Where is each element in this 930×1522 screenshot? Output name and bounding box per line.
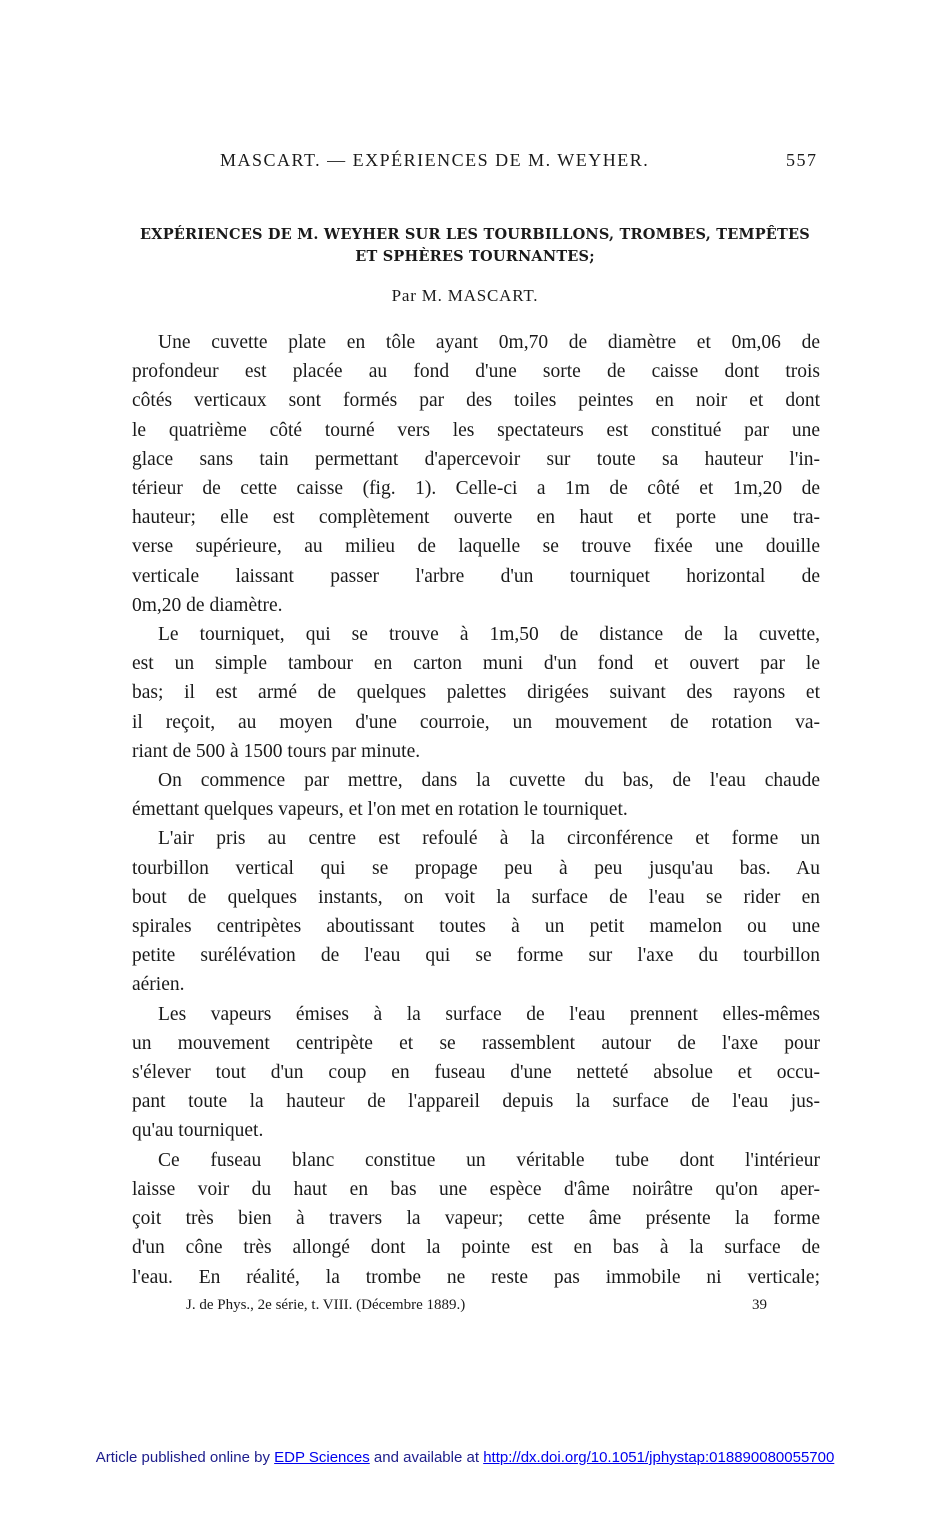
paragraph xyxy=(132,1000,820,1146)
text-line: d'un cône très allongé dont la pointe est en bas à la surface de xyxy=(132,1237,820,1259)
article-body xyxy=(132,328,820,1292)
text-line: l'eau. En réalité, la trombe ne reste pas immobile ni verticale; xyxy=(132,1266,820,1288)
text-line: il reçoit, au moyen d'une courroie, un mouvement de rotation va- xyxy=(132,711,820,733)
sheet-number: 39 xyxy=(752,1297,767,1313)
text-line: émettant quelques vapeurs, et l'on met en rotation le tourniquet. xyxy=(132,799,628,821)
text-line: bout de quelques instants, on voit la surface de l'eau se rider en xyxy=(132,886,820,908)
page-footer xyxy=(0,1297,930,1319)
text-line: un mouvement centripète et se rassemblent autour de l'axe pour xyxy=(132,1032,820,1054)
text-line: çoit très bien à travers la vapeur; cette âme présente la forme xyxy=(132,1208,820,1230)
text-line: hauteur; elle est complètement ouverte en haut et porte une tra- xyxy=(132,507,820,529)
text-line: le quatrième côté tourné vers les spectateurs est constitué par une xyxy=(132,419,820,441)
doi-link[interactable]: http://dx.doi.org/10.1051/jphystap:018890080055700 xyxy=(483,1449,835,1466)
article-title-line-2: ET SPHÈRES TOURNANTES; xyxy=(355,248,595,265)
text-line: Le tourniquet, qui se trouve à 1m,50 de distance de la cuvette, xyxy=(158,624,820,646)
running-head-title: MASCART. — EXPÉRIENCES DE M. WEYHER. xyxy=(220,150,650,170)
text-line: glace sans tain permettant d'apercevoir sur toute sa hauteur l'in- xyxy=(132,448,820,470)
text-line: verticale laissant passer l'arbre d'un tourniquet horizontal de xyxy=(132,565,820,587)
journal-citation: J. de Phys., 2e série, t. VIII. (Décembre 1889.) xyxy=(186,1297,466,1313)
paragraph xyxy=(132,766,820,824)
text-line: On commence par mettre, dans la cuvette du bas, de l'eau chaude xyxy=(158,770,820,792)
text-line: aérien. xyxy=(132,974,185,996)
text-line: petite surélévation de l'eau qui se forme sur l'axe du tourbillon xyxy=(132,945,820,967)
paragraph xyxy=(132,824,820,999)
paragraph xyxy=(132,620,820,766)
publisher-note-prefix: Article published online by xyxy=(95,1449,270,1466)
text-line: 0m,20 de diamètre. xyxy=(132,594,283,616)
publisher-note-middle: and available at xyxy=(373,1449,480,1466)
text-line: est un simple tambour en carton muni d'un fond et ouvert par le xyxy=(132,653,820,675)
text-line: L'air pris au centre est refoulé à la circonférence et forme un xyxy=(158,828,820,850)
text-line: térieur de cette caisse (fig. 1). Celle-ci a 1m de côté et 1m,20 de xyxy=(132,478,820,500)
text-line: s'élever tout d'un coup en fuseau d'une netteté absolue et occu- xyxy=(132,1062,820,1084)
text-line: tourbillon vertical qui se propage peu à peu jusqu'au bas. Au xyxy=(132,857,820,879)
text-line: laisse voir du haut en bas une espèce d'âme noirâtre qu'on aper- xyxy=(132,1178,820,1200)
text-line: Les vapeurs émises à la surface de l'eau prennent elles-mêmes xyxy=(158,1003,820,1025)
author-byline: Par M. MASCART. xyxy=(391,286,539,305)
article-title xyxy=(128,224,822,268)
text-line: Une cuvette plate en tôle ayant 0m,70 de diamètre et 0m,06 de xyxy=(158,332,820,353)
text-line: profondeur est placée au fond d'une sorte de caisse dont trois xyxy=(132,361,820,383)
paragraph xyxy=(132,1146,820,1292)
text-line: côtés verticaux sont formés par des toiles peintes en noir et dont xyxy=(132,390,820,412)
running-head xyxy=(0,150,930,174)
paragraph xyxy=(132,328,820,620)
text-line: qu'au tourniquet. xyxy=(132,1120,264,1142)
article-title-line-1: EXPÉRIENCES DE M. WEYHER SUR LES TOURBILLONS, TROMBES, TEMPÊTES xyxy=(140,226,810,243)
text-line: pant toute la hauteur de l'appareil depuis la surface de l'eau jus- xyxy=(132,1091,820,1113)
text-line: riant de 500 à 1500 tours par minute. xyxy=(132,740,421,762)
page-number: 557 xyxy=(786,150,818,170)
text-line: Ce fuseau blanc constitue un véritable tube dont l'intérieur xyxy=(158,1149,820,1171)
text-line: bas; il est armé de quelques palettes dirigées suivant des rayons et xyxy=(132,682,820,704)
publisher-link[interactable]: EDP Sciences xyxy=(274,1449,370,1466)
text-line: verse supérieure, au milieu de laquelle se trouve fixée une douille xyxy=(132,536,820,558)
publisher-note xyxy=(0,1449,930,1466)
text-line: spirales centripètes aboutissant toutes à un petit mamelon ou une xyxy=(132,916,820,938)
